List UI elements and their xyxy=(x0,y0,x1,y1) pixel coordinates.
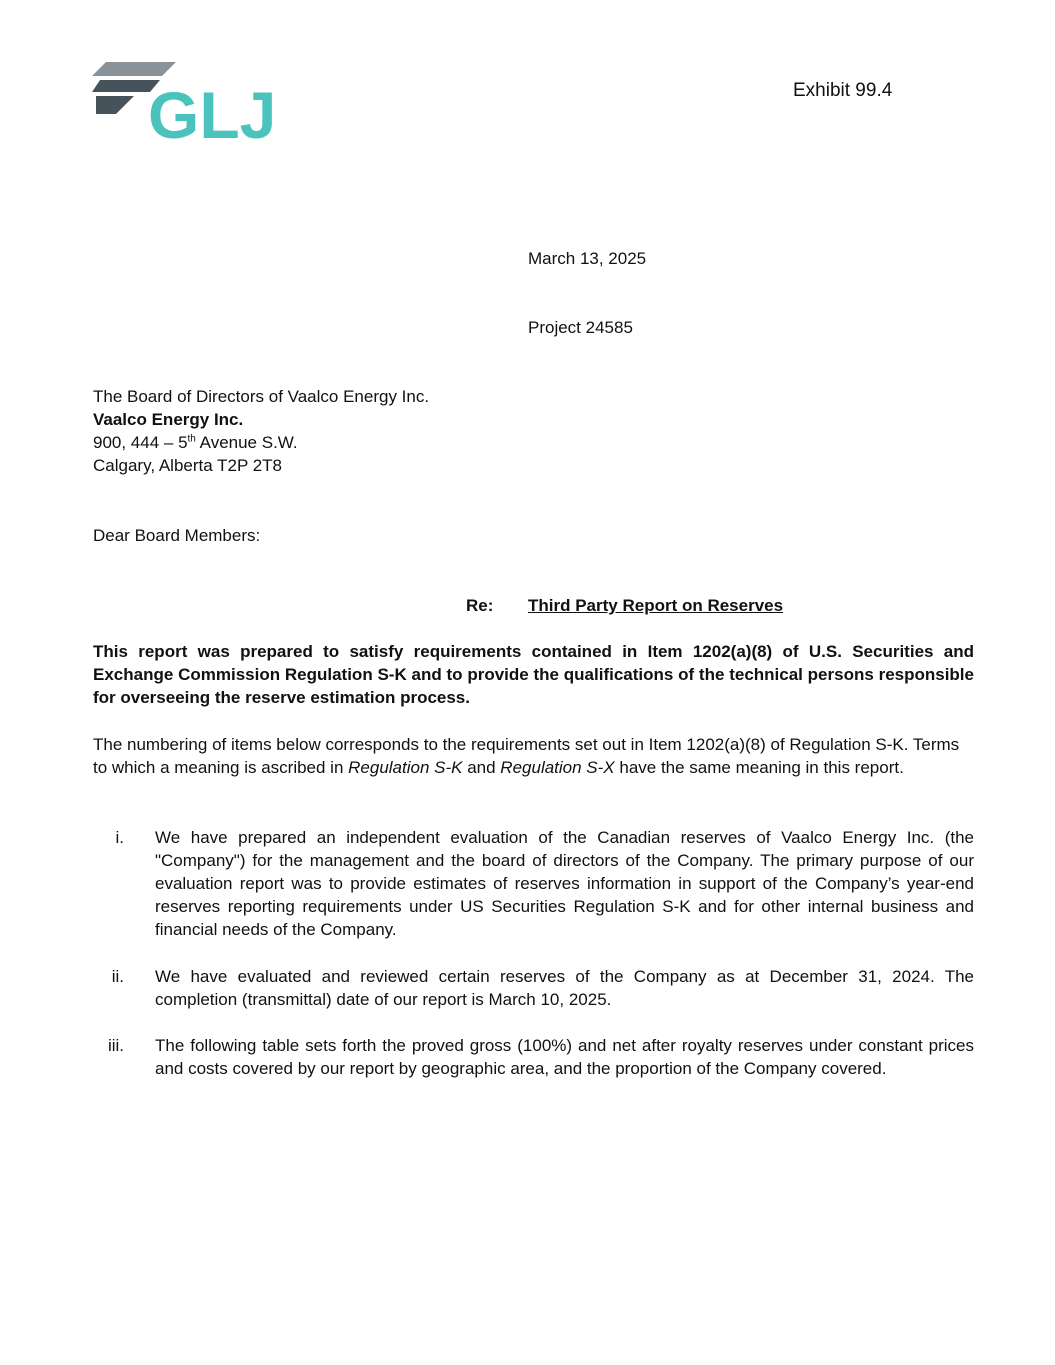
list-item xyxy=(93,826,974,941)
list-item-number: i. xyxy=(115,828,124,847)
address-line-1: The Board of Directors of Vaalco Energy Inc. xyxy=(93,387,430,406)
address-line-3-sup: th xyxy=(187,433,196,445)
list-item-number: iii. xyxy=(107,1036,124,1055)
numbering-emphasis-1: Regulation S-K xyxy=(348,758,463,777)
list-item xyxy=(93,965,974,1011)
recipient-address xyxy=(93,385,593,477)
list-item-text: The following table sets forth the proved gross (100%) and net after royalty reserves under constant prices and costs covered by our report by geographic area, and the proportion of the Company covered. xyxy=(155,1036,974,1078)
logo-stripe-top xyxy=(92,62,176,76)
intro-paragraph: This report was prepared to satisfy requirements contained in Item 1202(a)(8) of U.S. Securities and Exchange Commission Regulation S-K and to provide the qualifications of the technical persons responsible for overseeing the reserve estimation process. xyxy=(93,642,974,707)
numbering-text-1: The numbering of items below corresponds to the requirements set out in Item 1202(a)(8) of Regulation S-K. Terms to which a meaning is ascribed in xyxy=(93,735,960,777)
list-item-text: We have prepared an independent evaluation of the Canadian reserves of Vaalco Energy Inc. (the "Company") for the management and the board of directors of the Company. The primary purpose of our evaluation report was to provide estimates of reserves information in support of the Company’s year-end reserves reporting requirements under US Securities Regulation S-K and for other internal business and financial needs of the Company. xyxy=(155,828,974,939)
address-line-3-prefix: 900, 444 – 5 xyxy=(93,433,188,452)
address-line-3 xyxy=(93,431,593,454)
list-item xyxy=(93,1034,974,1080)
re-label: Re: xyxy=(466,596,494,615)
numbering-emphasis-2: Regulation S-X xyxy=(500,758,615,777)
list-item-text: We have evaluated and reviewed certain reserves of the Company as at December 31, 2024. The completion (transmittal) date of our report is March 10, 2025. xyxy=(155,967,974,1009)
letter-date: March 13, 2025 xyxy=(528,249,647,268)
numbering-text-3: have the same meaning in this report. xyxy=(614,758,904,777)
list-item-number: ii. xyxy=(111,967,124,986)
re-subject: Third Party Report on Reserves xyxy=(528,596,784,615)
address-line-3-suffix: Avenue S.W. xyxy=(195,433,298,452)
numbering-paragraph xyxy=(93,733,974,779)
numbering-text-2: and xyxy=(462,758,501,777)
exhibit-label: Exhibit 99.4 xyxy=(793,80,893,101)
logo-stripe-bottom xyxy=(96,96,134,114)
project-number: Project 24585 xyxy=(528,318,633,337)
glj-logo xyxy=(92,60,277,156)
address-line-2: Vaalco Energy Inc. xyxy=(93,410,244,429)
logo-wordmark: GLJ xyxy=(148,78,277,152)
address-line-4: Calgary, Alberta T2P 2T8 xyxy=(93,456,282,475)
salutation: Dear Board Members: xyxy=(93,526,261,545)
